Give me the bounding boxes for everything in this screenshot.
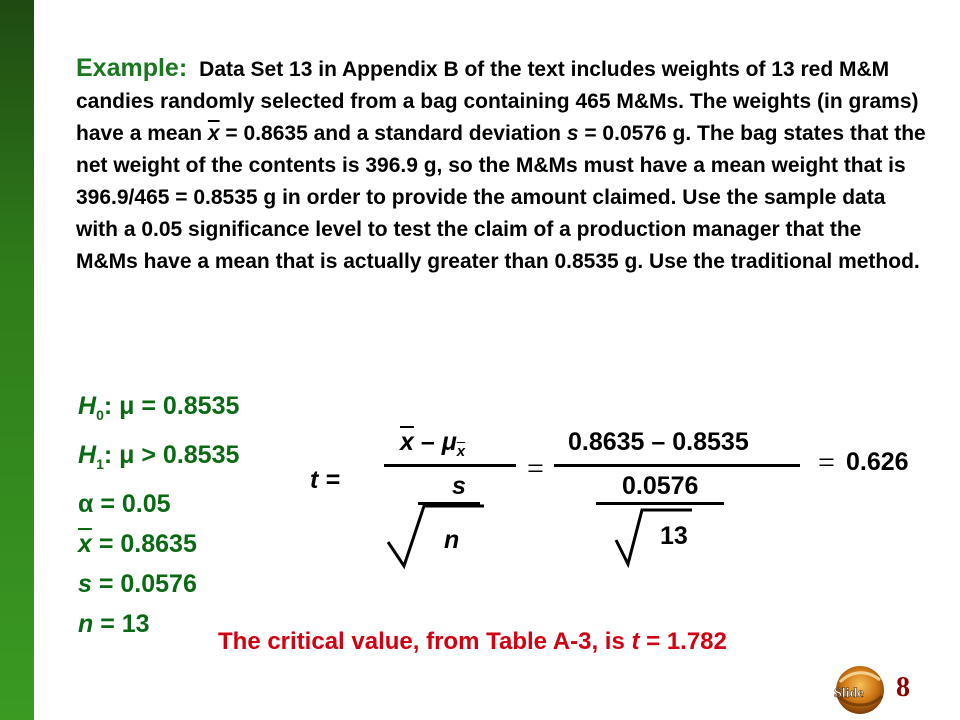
formula-denominator-s: s	[452, 472, 466, 500]
example-text-a: Data Set 13 in Appendix B of the text includes weights of 13 red M&M candies randomly selected from a bag containing 465 M&Ms. The weights (in grams) have a mean	[76, 58, 919, 145]
example-xbar: $\overline{x}$	[207, 122, 220, 145]
fraction-bar-main	[384, 464, 516, 467]
critical-value-statement: The critical value, from Table A-3, is t = 1.782	[218, 628, 727, 655]
left-accent-bar	[0, 0, 34, 720]
formula-denominator-n: n	[444, 526, 460, 554]
example-text-b: = 0.8635 and a standard deviation	[219, 122, 567, 145]
t-label: t =	[310, 466, 340, 494]
numerator-value: 0.8635 – 0.8535	[568, 428, 749, 456]
alternative-hypothesis: $H_1$: μ > 0.8535	[78, 441, 240, 472]
equals-sign-2: =	[818, 446, 835, 479]
given-values	[78, 386, 239, 644]
slide-number: 8	[896, 672, 910, 703]
square-root-sign-value	[612, 504, 702, 572]
fraction-bar-value	[554, 464, 800, 467]
formula-numerator: $\overline{x} - \mu_{\overline{x}}$	[400, 428, 466, 460]
sample-size: n = 13	[78, 610, 150, 638]
significance-level: α = 0.05	[78, 490, 171, 518]
example-label: Example:	[76, 54, 188, 82]
example-s: s	[566, 122, 579, 145]
square-root-sign	[384, 500, 494, 572]
slide-label: Slide	[834, 686, 864, 701]
sample-std-dev: s = 0.0576	[78, 570, 197, 598]
example-text-c: = 0.0576 g. The bag states that the net weight of the contents is 396.9 g, so the M&Ms must have a mean weight that is 396.9/465 = 0.8535 g in order to provide the amount claimed. Use the sample data with a 0.05 significance level to test the claim of a production manager that the M&Ms have a mean that is actually greater than 0.8535 g. Use the traditional method.	[76, 122, 926, 273]
slide-badge-icon	[826, 662, 890, 716]
denominator-n-value: 13	[660, 522, 688, 550]
t-result: 0.626	[846, 448, 909, 476]
denominator-value: 0.0576	[622, 472, 699, 500]
equals-sign-1: =	[527, 452, 544, 485]
sample-mean: $\overline{x} = 0.8635$	[78, 530, 197, 558]
example-paragraph	[76, 52, 928, 278]
null-hypothesis: $H_0$: μ = 0.8535	[78, 392, 240, 423]
